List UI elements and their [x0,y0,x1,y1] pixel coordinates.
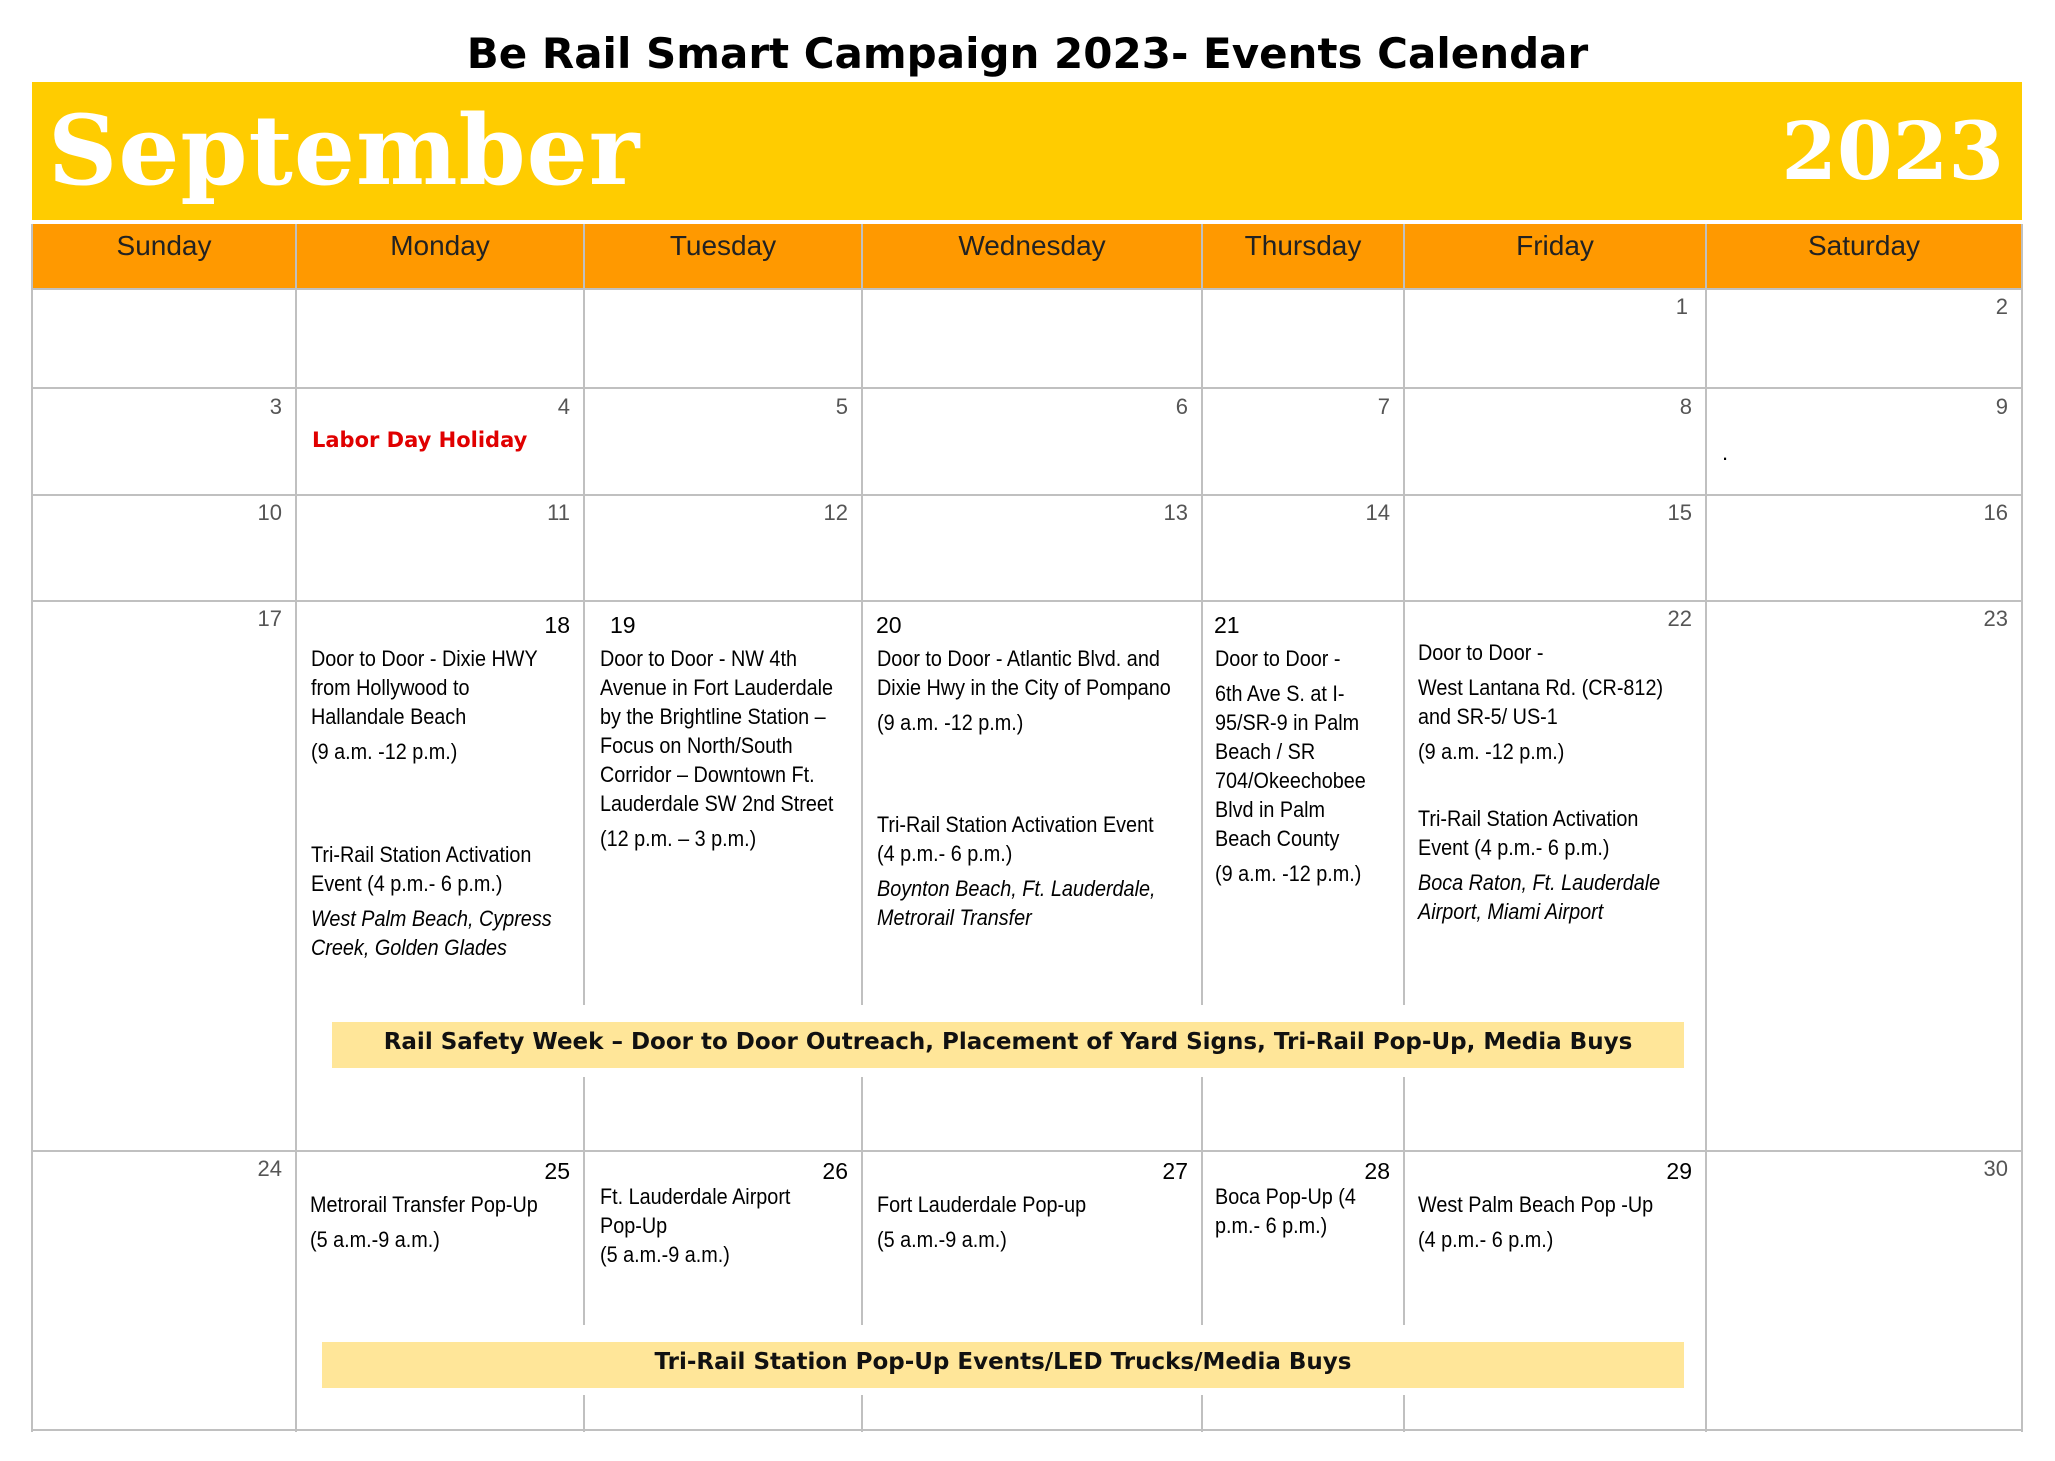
weekday-header-friday: Friday [1404,224,1706,288]
day-number: 27 [1162,1158,1188,1184]
weekday-header-sunday: Sunday [32,224,296,288]
event-boca-pop-up: Boca Pop-Up (4 p.m.- 6 p.m.) [1215,1184,1356,1238]
event-door-to-door-nw-4th: Door to Door - NW 4th Avenue in Fort Lauderdale by the Brightline Station – Focus on North/South Corridor – Downtown Ft. Lauderdale SW 2nd Street (12 p.m. – 3 p.m.) [600,646,834,851]
day-number: 14 [1365,500,1390,525]
weekday-header-tuesday: Tuesday [584,224,862,288]
day-number: 10 [257,500,282,525]
day-number: 24 [257,1156,282,1181]
event-west-palm-beach-pop-up: West Palm Beach Pop -Up (4 p.m.- 6 p.m.) [1418,1192,1654,1252]
day-number: 11 [547,500,570,525]
day-number: 12 [823,500,848,525]
day-number: 22 [1667,606,1692,631]
weekday-header-saturday: Saturday [1706,224,2022,288]
event-ft-lauderdale-airport-pop-up: Ft. Lauderdale Airport Pop-Up (5 a.m.-9 a.m.) [600,1184,791,1267]
event-tri-rail-activation: Tri-Rail Station Activation Event (4 p.m.- 6 p.m.) Boca Raton, Ft. Lauderdale Airport, Miami Airport [1418,806,1661,924]
day-number: 1 [1675,294,1688,319]
rail-safety-week-banner: Rail Safety Week – Door to Door Outreach, Placement of Yard Signs, Tri-Rail Pop-Up, Media Buys [332,1022,1684,1068]
month-name: September [48,94,641,207]
tri-rail-pop-up-banner: Tri-Rail Station Pop-Up Events/LED Trucks/Media Buys [322,1342,1684,1388]
event-tri-rail-activation: Tri-Rail Station Activation Event (4 p.m.- 6 p.m.) Boynton Beach, Ft. Lauderdale, Metrorail Transfer [877,812,1156,930]
day-number: 6 [1175,394,1188,419]
day-number: 5 [835,394,848,419]
event-fort-lauderdale-pop-up: Fort Lauderdale Pop-up (5 a.m.-9 a.m.) [877,1192,1087,1252]
day-number: 2 [1995,294,2008,319]
grid-line [31,224,33,1432]
day-number: 21 [1214,612,1240,638]
event-door-to-door-atlantic-blvd: Door to Door - Atlantic Blvd. and Dixie Hwy in the City of Pompano (9 a.m. -12 p.m.) [877,646,1171,735]
day-number: 28 [1364,1158,1390,1184]
labor-day-holiday-label: Labor Day Holiday [312,428,528,452]
grid-line [31,1150,2023,1152]
day-number: 23 [1983,606,2008,631]
event-metrorail-transfer-pop-up: Metrorail Transfer Pop-Up (5 a.m.-9 a.m.) [310,1192,538,1252]
grid-line [861,224,863,1432]
day-number: 30 [1983,1156,2008,1181]
year-label: 2023 [1781,104,2004,198]
grid-line [1403,224,1405,1432]
month-banner [32,82,2022,220]
event-door-to-door-6th-ave: Door to Door - 6th Ave S. at I- 95/SR-9 in Palm Beach / SR 704/Okeechobee Blvd in Palm Beach County (9 a.m. -12 p.m.) [1215,646,1366,886]
grid-line [2021,224,2023,1432]
day-number: 15 [1667,500,1692,525]
day-number: 26 [822,1158,848,1184]
event-door-to-door-west-lantana: Door to Door - West Lantana Rd. (CR-812) and SR-5/ US-1 (9 a.m. -12 p.m.) [1418,640,1664,764]
day-number: 20 [876,612,902,638]
day-number: 19 [610,612,636,638]
grid-line [583,224,585,1432]
day-number: 18 [544,612,570,638]
day-number: 4 [557,394,570,419]
day-number: 25 [544,1158,570,1184]
grid-line [31,387,2023,389]
day-number: 3 [269,394,282,419]
day-number: 13 [1163,500,1188,525]
saturday-mark: . [1722,440,1729,465]
grid-line [31,288,2023,290]
grid-line [295,224,297,1432]
grid-line [31,600,2023,602]
day-number: 8 [1679,394,1692,419]
weekday-header-monday: Monday [296,224,584,288]
page-title: Be Rail Smart Campaign 2023- Events Calendar [466,29,1589,78]
weekday-header-thursday: Thursday [1202,224,1404,288]
grid-line [31,1429,2023,1431]
day-number: 9 [1995,394,2008,419]
grid-line [31,494,2023,496]
day-number: 7 [1377,394,1390,419]
grid-line [1705,224,1707,1432]
day-number: 29 [1666,1158,1692,1184]
event-door-to-door-dixie-hwy: Door to Door - Dixie HWY from Hollywood to Hallandale Beach (9 a.m. -12 p.m.) [311,646,538,764]
day-number: 17 [257,606,282,631]
grid-line [1201,224,1203,1432]
weekday-header-wednesday: Wednesday [862,224,1202,288]
event-tri-rail-activation: Tri-Rail Station Activation Event (4 p.m.- 6 p.m.) West Palm Beach, Cypress Creek, Golden Glades [311,842,552,960]
day-number: 16 [1983,500,2008,525]
